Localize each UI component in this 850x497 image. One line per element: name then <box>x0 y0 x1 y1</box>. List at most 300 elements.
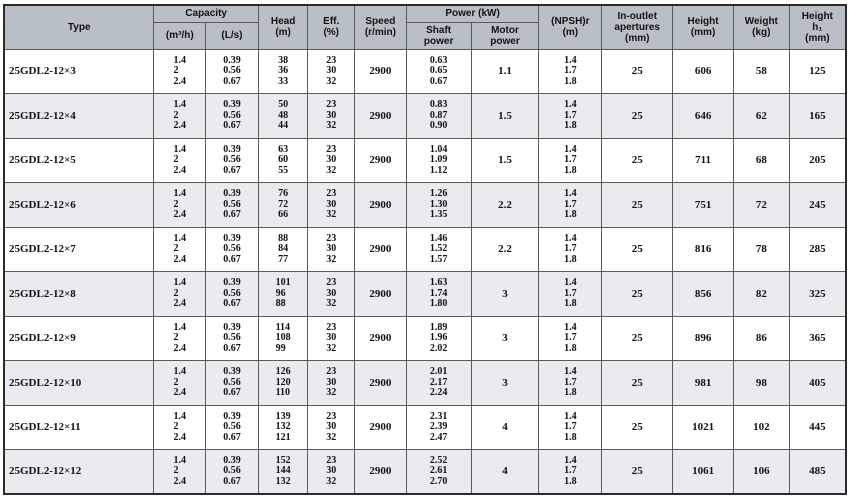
cell-npsh-value: 1.7 <box>564 198 577 210</box>
cell-eff-value: 23 <box>326 321 337 333</box>
cell-speed: 2900 <box>355 138 407 183</box>
header-height-h1-label: Height <box>801 10 833 22</box>
cell-npsh <box>539 94 602 139</box>
header-speed-unit: (r/min) <box>364 27 396 39</box>
cell-shaft-power <box>406 94 471 139</box>
cell-capacity-ls-value: 0.56 <box>223 287 241 299</box>
cell-npsh-value: 1.4 <box>564 366 577 377</box>
cell-inout-aperture: 25 <box>602 450 673 495</box>
cell-shaft-power-values <box>430 323 448 355</box>
cell-eff-value: 32 <box>326 475 337 487</box>
cell-eff-value: 32 <box>326 164 337 176</box>
cell-shaft-power <box>406 49 471 94</box>
cell-npsh-value: 1.4 <box>564 410 577 422</box>
cell-head-value: 77 <box>278 253 289 265</box>
cell-capacity-m3h-value: 1.4 <box>173 143 187 155</box>
cell-type: 25GDL2-12×6 <box>4 183 154 228</box>
cell-eff-value: 30 <box>326 421 337 432</box>
cell-shaft-power-value: 1.74 <box>429 287 448 299</box>
cell-eff-value: 30 <box>326 243 337 254</box>
cell-speed: 2900 <box>355 405 407 450</box>
header-npsh-label: (NPSH)r <box>551 16 590 28</box>
cell-npsh-value: 1.4 <box>564 277 577 288</box>
cell-eff-value: 23 <box>326 188 337 199</box>
cell-head <box>258 138 308 183</box>
cell-eff-value: 32 <box>326 342 337 354</box>
cell-capacity-m3h-value: 1.4 <box>173 188 187 199</box>
cell-capacity-ls <box>206 405 259 450</box>
cell-eff-value: 32 <box>326 431 337 443</box>
cell-shaft-power-value: 0.63 <box>429 54 448 66</box>
cell-capacity-ls-value: 0.56 <box>223 154 241 165</box>
cell-capacity-m3h-value: 2.4 <box>173 387 187 398</box>
cell-npsh-values <box>564 145 577 177</box>
header-capacity-m3h: (m³/h) <box>154 22 206 49</box>
cell-type: 25GDL2-12×11 <box>4 405 154 450</box>
cell-height: 981 <box>673 361 734 406</box>
cell-type: 25GDL2-12×12 <box>4 450 154 495</box>
cell-head-value: 144 <box>275 465 291 477</box>
cell-capacity-ls <box>206 94 259 139</box>
cell-eff-value: 32 <box>326 387 337 398</box>
cell-weight: 78 <box>733 227 789 272</box>
cell-shaft-power-value: 2.61 <box>429 465 448 477</box>
cell-eff-value: 30 <box>326 154 337 165</box>
cell-eff-value: 23 <box>326 143 337 155</box>
cell-shaft-power-value: 1.63 <box>429 277 448 288</box>
table-row <box>4 138 846 183</box>
cell-npsh-values <box>564 456 577 488</box>
cell-eff-value: 32 <box>326 209 337 220</box>
cell-npsh-value: 1.4 <box>564 321 577 333</box>
cell-capacity-m3h-value: 2.4 <box>173 209 187 220</box>
cell-weight: 106 <box>733 450 789 495</box>
table-row <box>4 94 846 139</box>
header-weight-unit: (kg) <box>752 27 771 39</box>
cell-shaft-power-value: 1.30 <box>429 198 448 210</box>
cell-eff <box>308 361 355 406</box>
cell-npsh-value: 1.7 <box>564 109 577 121</box>
cell-capacity-ls-values <box>223 367 241 399</box>
cell-capacity-ls-value: 0.39 <box>223 321 241 333</box>
cell-height: 856 <box>673 272 734 317</box>
cell-capacity-ls-values <box>223 145 241 177</box>
cell-head-values <box>278 100 288 132</box>
cell-capacity-ls-values <box>223 56 241 88</box>
cell-capacity-m3h-value: 2 <box>173 154 179 165</box>
cell-capacity-m3h-values <box>174 456 187 488</box>
cell-capacity-ls-value: 0.67 <box>223 298 241 309</box>
cell-shaft-power-values <box>430 367 448 399</box>
cell-head-value: 88 <box>278 232 289 244</box>
header-npsh <box>539 5 602 49</box>
cell-npsh-value: 1.4 <box>564 232 577 244</box>
header-height-label: Height <box>687 16 719 28</box>
cell-capacity-m3h <box>154 272 206 317</box>
cell-shaft-power-value: 2.01 <box>429 366 448 377</box>
cell-capacity-m3h-value: 2 <box>173 332 179 343</box>
cell-head-value: 33 <box>278 75 289 87</box>
cell-head <box>258 49 308 94</box>
header-inout <box>602 5 673 49</box>
cell-capacity-m3h-value: 2 <box>173 65 179 76</box>
table-row <box>4 316 846 361</box>
cell-capacity-m3h-values <box>174 56 187 88</box>
cell-capacity-ls-value: 0.67 <box>223 253 241 265</box>
cell-type: 25GDL2-12×8 <box>4 272 154 317</box>
cell-shaft-power-values <box>430 412 448 444</box>
cell-shaft-power-value: 2.31 <box>429 410 448 422</box>
cell-height-h1: 445 <box>789 405 846 450</box>
cell-npsh-value: 1.7 <box>564 421 577 432</box>
cell-eff-value: 23 <box>326 232 337 244</box>
cell-height-h1: 485 <box>789 450 846 495</box>
cell-capacity-ls-values <box>223 412 241 444</box>
cell-height: 1021 <box>673 405 734 450</box>
cell-capacity-m3h-value: 1.4 <box>173 366 187 377</box>
cell-shaft-power-value: 1.57 <box>429 253 448 265</box>
cell-eff <box>308 49 355 94</box>
cell-npsh <box>539 316 602 361</box>
cell-capacity-ls <box>206 361 259 406</box>
cell-head-values <box>276 456 291 488</box>
cell-capacity-ls-value: 0.39 <box>223 232 241 244</box>
cell-npsh-value: 1.7 <box>564 154 577 165</box>
cell-npsh-value: 1.7 <box>564 332 577 343</box>
cell-height-h1: 285 <box>789 227 846 272</box>
cell-eff <box>308 316 355 361</box>
header-type: Type <box>4 5 154 49</box>
cell-capacity-m3h-values <box>174 189 187 221</box>
cell-eff-values <box>326 367 336 399</box>
header-inout-label1: In-outlet <box>617 10 657 22</box>
cell-npsh <box>539 183 602 228</box>
cell-motor-power: 4 <box>471 450 539 495</box>
cell-weight: 82 <box>733 272 789 317</box>
cell-npsh-value: 1.7 <box>564 287 577 299</box>
cell-shaft-power-value: 1.52 <box>429 243 448 254</box>
cell-npsh-value: 1.4 <box>564 454 577 466</box>
cell-capacity-ls-value: 0.56 <box>223 332 241 343</box>
table-row <box>4 405 846 450</box>
cell-capacity-ls-value: 0.67 <box>223 342 241 354</box>
cell-shaft-power-value: 2.70 <box>429 475 448 487</box>
cell-capacity-ls <box>206 138 259 183</box>
cell-head <box>258 450 308 495</box>
cell-type: 25GDL2-12×5 <box>4 138 154 183</box>
cell-capacity-m3h-value: 2.4 <box>173 75 187 87</box>
cell-eff <box>308 183 355 228</box>
cell-capacity-m3h-value: 1.4 <box>173 454 187 466</box>
cell-shaft-power-value: 1.96 <box>429 332 448 343</box>
cell-head <box>258 361 308 406</box>
table-body <box>4 49 846 494</box>
cell-inout-aperture: 25 <box>602 316 673 361</box>
header-capacity-ls: (L/s) <box>206 22 259 49</box>
cell-shaft-power-values <box>430 456 448 488</box>
cell-shaft-power-value: 1.89 <box>429 321 448 333</box>
cell-capacity-m3h-value: 1.4 <box>173 277 187 288</box>
cell-capacity-m3h-value: 1.4 <box>173 232 187 244</box>
cell-capacity-m3h <box>154 138 206 183</box>
cell-eff <box>308 272 355 317</box>
cell-npsh <box>539 49 602 94</box>
cell-head-value: 50 <box>278 99 289 110</box>
cell-height-h1: 325 <box>789 272 846 317</box>
cell-capacity-ls-value: 0.56 <box>223 465 241 477</box>
cell-eff-value: 23 <box>326 454 337 466</box>
cell-npsh-value: 1.8 <box>564 431 577 443</box>
cell-npsh <box>539 227 602 272</box>
cell-capacity-ls-value: 0.56 <box>223 65 241 76</box>
cell-capacity-ls-value: 0.67 <box>223 75 241 87</box>
header-eff <box>308 5 355 49</box>
cell-shaft-power <box>406 227 471 272</box>
cell-capacity-m3h-value: 2 <box>173 243 179 254</box>
cell-height: 816 <box>673 227 734 272</box>
cell-shaft-power <box>406 138 471 183</box>
cell-npsh-value: 1.8 <box>564 164 577 176</box>
cell-head-values <box>278 145 288 177</box>
cell-npsh-value: 1.8 <box>564 475 577 487</box>
cell-eff <box>308 227 355 272</box>
cell-weight: 86 <box>733 316 789 361</box>
cell-npsh <box>539 405 602 450</box>
cell-capacity-ls <box>206 183 259 228</box>
cell-eff-value: 23 <box>326 366 337 377</box>
cell-speed: 2900 <box>355 272 407 317</box>
cell-eff-value: 32 <box>326 120 337 131</box>
cell-speed: 2900 <box>355 316 407 361</box>
header-speed <box>355 5 407 49</box>
cell-capacity-ls-value: 0.39 <box>223 454 241 466</box>
cell-capacity-ls-values <box>223 100 241 132</box>
cell-head-values <box>276 323 291 355</box>
cell-height-h1: 365 <box>789 316 846 361</box>
cell-eff-value: 23 <box>326 99 337 110</box>
cell-shaft-power-value: 0.65 <box>429 65 448 76</box>
cell-motor-power: 3 <box>471 361 539 406</box>
cell-eff-value: 30 <box>326 376 337 388</box>
cell-capacity-m3h-value: 1.4 <box>173 410 187 422</box>
cell-capacity-m3h-value: 2.4 <box>173 253 187 265</box>
cell-height-h1: 205 <box>789 138 846 183</box>
cell-capacity-m3h-value: 1.4 <box>173 99 187 110</box>
cell-shaft-power <box>406 316 471 361</box>
cell-head-values <box>278 234 288 266</box>
cell-capacity-m3h-value: 1.4 <box>173 54 187 66</box>
cell-capacity-ls-value: 0.67 <box>223 164 241 176</box>
cell-weight: 62 <box>733 94 789 139</box>
cell-capacity-m3h-value: 2.4 <box>173 475 187 487</box>
cell-npsh-values <box>564 278 577 310</box>
cell-weight: 68 <box>733 138 789 183</box>
cell-capacity-m3h <box>154 94 206 139</box>
cell-inout-aperture: 25 <box>602 94 673 139</box>
cell-speed: 2900 <box>355 183 407 228</box>
cell-npsh-value: 1.7 <box>564 465 577 477</box>
cell-type: 25GDL2-12×7 <box>4 227 154 272</box>
cell-capacity-ls <box>206 227 259 272</box>
cell-capacity-ls-value: 0.67 <box>223 209 241 220</box>
cell-npsh-value: 1.8 <box>564 253 577 265</box>
cell-eff-value: 32 <box>326 253 337 265</box>
cell-shaft-power-value: 2.39 <box>429 421 448 432</box>
header-shaft-label: Shaft <box>426 24 452 36</box>
header-height <box>673 5 734 49</box>
cell-capacity-ls-values <box>223 456 241 488</box>
cell-type: 25GDL2-12×9 <box>4 316 154 361</box>
cell-head-value: 132 <box>275 421 291 432</box>
cell-speed: 2900 <box>355 361 407 406</box>
cell-eff-value: 30 <box>326 287 337 299</box>
cell-eff <box>308 94 355 139</box>
cell-shaft-power <box>406 405 471 450</box>
cell-eff-value: 30 <box>326 332 337 343</box>
cell-height: 606 <box>673 49 734 94</box>
cell-capacity-ls-value: 0.39 <box>223 143 241 155</box>
cell-capacity-ls-values <box>223 278 241 310</box>
cell-capacity-m3h-values <box>174 100 187 132</box>
cell-capacity-ls-value: 0.39 <box>223 410 241 422</box>
cell-eff-values <box>326 145 336 177</box>
header-head-label: Head <box>270 16 296 28</box>
cell-capacity-m3h-values <box>174 145 187 177</box>
cell-speed: 2900 <box>355 49 407 94</box>
cell-capacity-ls-value: 0.56 <box>223 109 241 121</box>
table-row <box>4 183 846 228</box>
cell-eff-value: 23 <box>326 277 337 288</box>
header-motor-power <box>471 22 539 49</box>
cell-capacity-m3h <box>154 49 206 94</box>
cell-shaft-power-values <box>430 56 448 88</box>
cell-head <box>258 316 308 361</box>
cell-height: 751 <box>673 183 734 228</box>
cell-eff-value: 23 <box>326 54 337 66</box>
cell-head-value: 99 <box>275 342 286 354</box>
cell-weight: 58 <box>733 49 789 94</box>
cell-head-value: 108 <box>275 332 291 343</box>
cell-shaft-power-values <box>430 278 448 310</box>
cell-capacity-m3h-value: 2.4 <box>173 298 187 309</box>
header-inout-label2: apertures <box>614 21 660 33</box>
cell-motor-power: 1.1 <box>471 49 539 94</box>
cell-head-value: 63 <box>278 143 289 155</box>
cell-shaft-power-value: 2.52 <box>429 454 448 466</box>
cell-head-values <box>278 56 288 88</box>
cell-shaft-power-value: 1.09 <box>429 154 448 165</box>
cell-capacity-m3h <box>154 450 206 495</box>
cell-shaft-power-value: 2.24 <box>429 387 448 398</box>
cell-speed: 2900 <box>355 450 407 495</box>
header-weight-label: Weight <box>744 16 778 28</box>
cell-inout-aperture: 25 <box>602 138 673 183</box>
cell-inout-aperture: 25 <box>602 183 673 228</box>
cell-head-value: 121 <box>275 431 291 443</box>
cell-head-value: 132 <box>275 475 291 487</box>
table-row <box>4 227 846 272</box>
cell-capacity-m3h-value: 2 <box>173 198 179 210</box>
cell-capacity-m3h-value: 2.4 <box>173 431 187 443</box>
cell-capacity-m3h-value: 1.4 <box>173 321 187 333</box>
cell-weight: 102 <box>733 405 789 450</box>
cell-motor-power: 2.2 <box>471 183 539 228</box>
cell-head-value: 84 <box>278 243 289 254</box>
cell-npsh-value: 1.4 <box>564 99 577 110</box>
cell-capacity-ls-value: 0.56 <box>223 198 241 210</box>
cell-eff-value: 32 <box>326 298 337 309</box>
cell-shaft-power <box>406 183 471 228</box>
cell-capacity-ls-value: 0.67 <box>223 387 241 398</box>
header-head <box>258 5 308 49</box>
cell-eff <box>308 138 355 183</box>
cell-eff-values <box>326 100 336 132</box>
cell-npsh-value: 1.8 <box>564 120 577 131</box>
cell-shaft-power-value: 1.46 <box>429 232 448 244</box>
table-row <box>4 272 846 317</box>
cell-head-values <box>276 412 291 444</box>
cell-height: 1061 <box>673 450 734 495</box>
cell-head <box>258 272 308 317</box>
cell-head-value: 88 <box>275 298 286 309</box>
cell-capacity-m3h-value: 2 <box>173 287 179 299</box>
cell-head-value: 72 <box>278 198 289 210</box>
cell-shaft-power-value: 2.17 <box>429 376 448 388</box>
cell-head-value: 110 <box>275 387 291 398</box>
cell-head-value: 101 <box>275 277 291 288</box>
cell-shaft-power-value: 2.47 <box>429 431 448 443</box>
table-row <box>4 361 846 406</box>
cell-height: 896 <box>673 316 734 361</box>
cell-shaft-power-value: 1.26 <box>429 188 448 199</box>
cell-npsh-values <box>564 189 577 221</box>
cell-npsh <box>539 361 602 406</box>
cell-capacity-m3h-value: 2 <box>173 376 179 388</box>
cell-inout-aperture: 25 <box>602 227 673 272</box>
cell-eff-value: 30 <box>326 109 337 121</box>
cell-shaft-power-value: 0.67 <box>429 75 448 87</box>
cell-capacity-ls-value: 0.67 <box>223 431 241 443</box>
cell-head-value: 126 <box>275 366 291 377</box>
header-height-unit: (mm) <box>690 27 716 39</box>
cell-speed: 2900 <box>355 94 407 139</box>
header-inout-unit: (mm) <box>624 32 650 44</box>
cell-capacity-ls-value: 0.39 <box>223 366 241 377</box>
cell-capacity-ls <box>206 450 259 495</box>
cell-type: 25GDL2-12×4 <box>4 94 154 139</box>
cell-eff-values <box>326 278 336 310</box>
cell-head <box>258 405 308 450</box>
cell-eff <box>308 405 355 450</box>
header-shaft-label2: power <box>423 35 454 47</box>
cell-npsh-value: 1.7 <box>564 65 577 76</box>
cell-capacity-m3h-value: 2.4 <box>173 342 187 354</box>
cell-npsh-value: 1.8 <box>564 342 577 354</box>
cell-motor-power: 3 <box>471 316 539 361</box>
cell-head-value: 152 <box>275 454 291 466</box>
header-shaft-power <box>406 22 471 49</box>
cell-capacity-m3h <box>154 316 206 361</box>
cell-head-value: 38 <box>278 54 289 66</box>
cell-capacity-m3h-values <box>174 412 187 444</box>
cell-npsh-value: 1.8 <box>564 75 577 87</box>
cell-npsh <box>539 272 602 317</box>
cell-motor-power: 4 <box>471 405 539 450</box>
cell-shaft-power-value: 0.90 <box>429 120 448 131</box>
cell-capacity-ls-values <box>223 323 241 355</box>
header-motor-label2: power <box>490 35 520 47</box>
cell-shaft-power <box>406 450 471 495</box>
